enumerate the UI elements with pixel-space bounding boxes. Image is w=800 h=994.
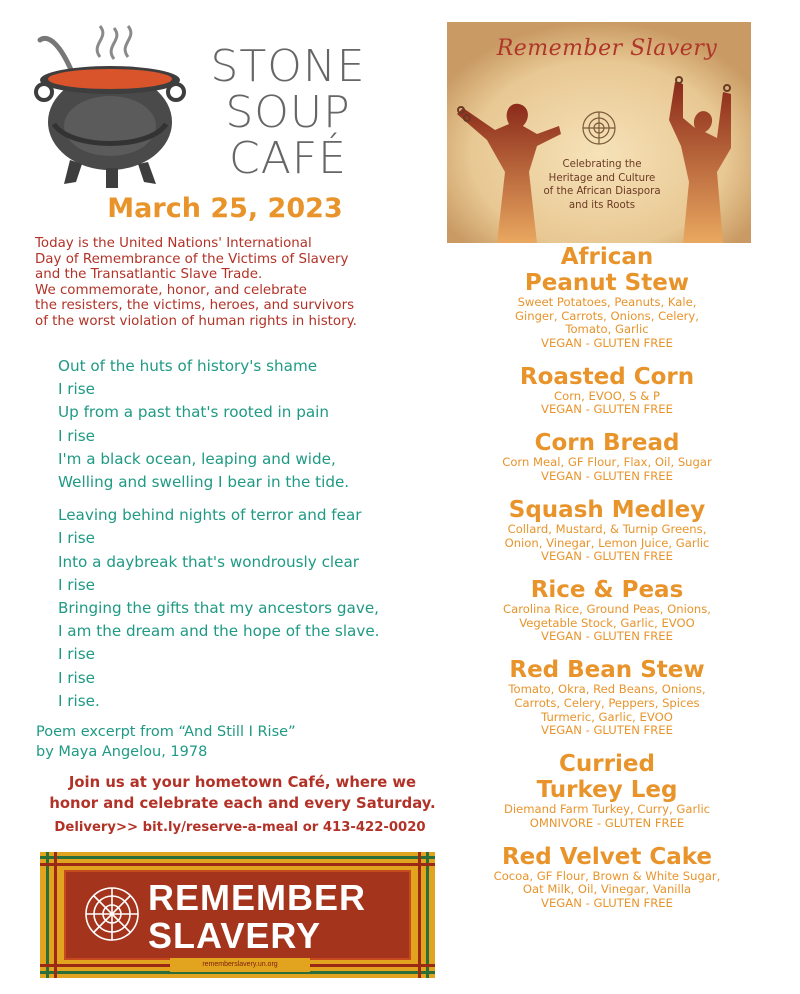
poem-stanza-1 [58, 355, 458, 494]
dish-ingredients: Carrots, Celery, Peppers, Spices [514, 695, 700, 710]
join-line: Join us at your hometown Café, where we [68, 774, 417, 791]
dish-ingredients: Cocoa, GF Flour, Brown & White Sugar, [493, 868, 721, 883]
dish-ingredients: Diemand Farm Turkey, Curry, Garlic [503, 802, 711, 817]
poem-line: I rise. [58, 691, 100, 710]
dish-diet-tag: VEGAN - GLUTEN FREE [541, 629, 673, 644]
banner-url[interactable]: rememberslavery.un.org [202, 961, 278, 968]
dish-ingredients: Tomato, Okra, Red Beans, Onions, [508, 682, 706, 697]
intro-line: of the worst violation of human rights in history. [35, 313, 357, 329]
dish-ingredients: Corn, EVOO, S & P [554, 388, 660, 403]
poem-excerpt [58, 355, 458, 713]
dish-name: Corn Bread [534, 430, 680, 457]
poem-line: I rise [58, 645, 96, 664]
menu-item [448, 751, 766, 830]
menu-item [448, 364, 766, 417]
dish-name: Rice & Peas [530, 577, 684, 604]
dish-ingredients: Turmeric, Garlic, EVOO [541, 709, 673, 724]
poster-subtitle [527, 158, 677, 212]
dish-diet-tag: VEGAN - GLUTEN FREE [541, 723, 673, 738]
dish-diet-tag: VEGAN - GLUTEN FREE [541, 468, 673, 483]
credit-line: Poem excerpt from “And Still I Rise” [36, 724, 296, 740]
menu-item [448, 657, 766, 737]
menu-item [448, 577, 766, 643]
dish-ingredients: Ginger, Carrots, Onions, Celery, [515, 308, 699, 323]
menu-item [448, 244, 766, 350]
stone-soup-cafe-logo [30, 22, 375, 192]
join-line: honor and celebrate each and every Saturday. [49, 795, 436, 812]
dish-name: Squash Medley [508, 496, 706, 523]
dish-diet-tag: OMNIVORE - GLUTEN FREE [529, 815, 685, 830]
dish-ingredients: Sweet Potatoes, Peanuts, Kale, [517, 295, 697, 309]
dish-name: Red Bean Stew [509, 657, 705, 684]
dish-ingredients: Collard, Mustard, & Turnip Greens, [507, 521, 707, 536]
dish-name: Red Velvet Cake [501, 843, 713, 870]
intro-line: and the Transatlantic Slave Trade. [35, 267, 263, 283]
intro-line: Day of Remembrance of the Victims of Slavery [35, 251, 349, 267]
dish-ingredients: Oat Milk, Oil, Vinegar, Vanilla [522, 882, 692, 897]
dish-name: African [560, 244, 654, 270]
logo-word-cafe: CAFÉ [229, 133, 347, 184]
poster-subtitle-line: of the African Diaspora [543, 186, 661, 198]
poem-line: I rise [58, 426, 96, 445]
poem-credit [36, 722, 436, 762]
poem-line: Out of the huts of history's shame [58, 357, 318, 375]
poem-line: I'm a black ocean, leaping and wide, [58, 449, 336, 468]
dish-ingredients: Corn Meal, GF Flour, Flax, Oil, Sugar [502, 455, 712, 470]
poem-line: I rise [58, 668, 96, 687]
menu-list [448, 244, 766, 910]
delivery-link[interactable]: Delivery>> bit.ly/reserve-a-meal or 413-422-0020 [54, 820, 426, 835]
stanza-gap [58, 494, 458, 504]
dish-ingredients: Onion, Vinegar, Lemon Juice, Garlic [504, 535, 710, 550]
join-invitation [30, 772, 455, 814]
event-date: March 25, 2023 [107, 193, 343, 224]
dish-diet-tag: VEGAN - GLUTEN FREE [541, 335, 673, 350]
dish-ingredients: Tomato, Garlic [565, 322, 649, 337]
dish-name: Peanut Stew [524, 270, 690, 296]
poem-line: I rise [58, 575, 96, 594]
logo-word-soup: SOUP [225, 87, 351, 138]
dish-name: Curried [559, 751, 655, 778]
dish-ingredients: Carolina Rice, Ground Peas, Onions, [503, 602, 711, 617]
poem-line: Leaving behind nights of terror and fear [58, 506, 362, 525]
poem-line: Welling and swelling I bear in the tide. [58, 473, 350, 492]
credit-line: by Maya Angelou, 1978 [36, 744, 208, 760]
poem-line: I rise [58, 380, 96, 399]
soup-pot-icon [30, 22, 190, 192]
poem-stanza-2 [58, 504, 458, 713]
dish-diet-tag: VEGAN - GLUTEN FREE [541, 402, 673, 417]
intro-line: We commemorate, honor, and celebrate [35, 282, 307, 298]
banner-title-slavery: SLAVERY [148, 915, 322, 956]
dish-name: Roasted Corn [519, 363, 695, 390]
remember-slavery-poster [447, 22, 751, 243]
poster-subtitle-line: Heritage and Culture [548, 172, 656, 184]
menu-item [448, 430, 766, 483]
remember-slavery-banner [40, 852, 435, 978]
dish-ingredients: Vegetable Stock, Garlic, EVOO [519, 615, 695, 630]
intro-line: the resisters, the victims, heroes, and survivors [35, 298, 355, 314]
poem-line: I rise [58, 529, 96, 548]
logo-word-stone: STONE [210, 41, 366, 92]
dish-name: Turkey Leg [536, 777, 678, 804]
poem-line: Up from a past that's rooted in pain [58, 403, 330, 422]
poster-subtitle-line: and its Roots [568, 199, 636, 211]
dish-diet-tag: VEGAN - GLUTEN FREE [541, 895, 673, 910]
dish-diet-tag: VEGAN - GLUTEN FREE [541, 549, 673, 564]
menu-item [448, 844, 766, 910]
poster-title: Remember Slavery [496, 36, 718, 61]
banner-title-remember: REMEMBER [148, 877, 367, 918]
menu-item [448, 497, 766, 563]
poem-line: Into a daybreak that's wondrously clear [58, 552, 360, 571]
intro-line: Today is the United Nations' International [35, 236, 312, 251]
poem-line: Bringing the gifts that my ancestors gave, [58, 599, 380, 618]
poem-line: I am the dream and the hope of the slave. [58, 622, 380, 641]
poster-subtitle-line: Celebrating the [562, 159, 642, 170]
intro-paragraph [35, 236, 445, 330]
